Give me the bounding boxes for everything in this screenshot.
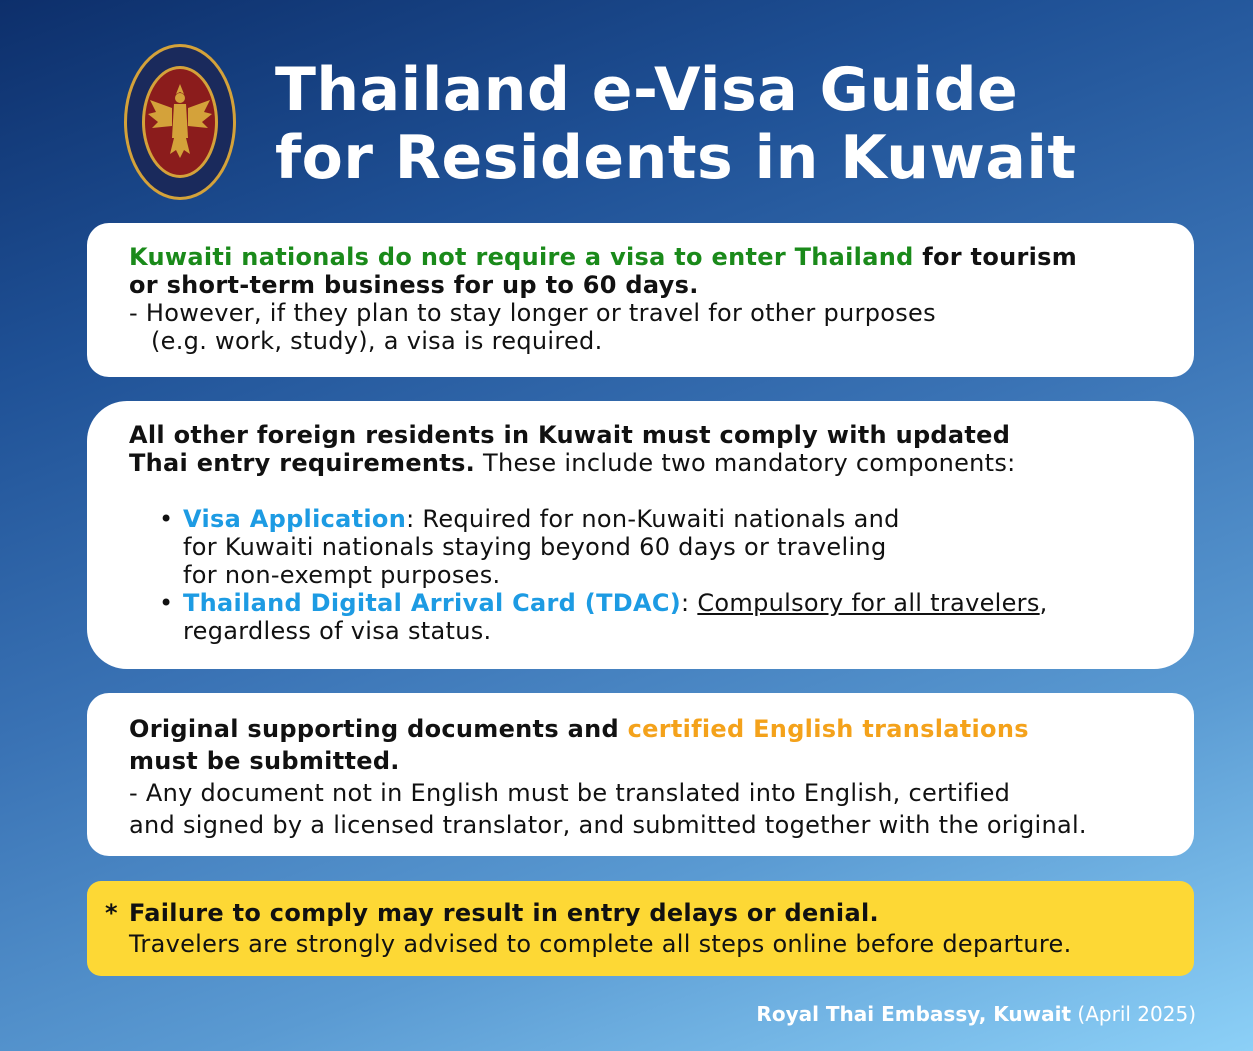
warning-card bbox=[87, 881, 1194, 976]
visa-application-line2: for Kuwaiti nationals staying beyond 60 days or traveling bbox=[183, 533, 887, 561]
list-item-visa-application bbox=[129, 505, 1174, 589]
requirements-line2: Thai entry requirements. bbox=[129, 449, 476, 477]
documents-note-line1: - Any document not in English must be translated into English, certified bbox=[129, 779, 1011, 807]
requirements-line1: All other foreign residents in Kuwait must comply with updated bbox=[129, 421, 1011, 449]
documents-line2: must be submitted. bbox=[129, 747, 400, 775]
list-item-tdac bbox=[129, 589, 1174, 645]
documents-bold-start: Original supporting documents and bbox=[129, 715, 628, 743]
warning-note-line: Travelers are strongly advised to complete all steps online before departure. bbox=[129, 930, 1072, 958]
translations-highlight: certified English translations bbox=[627, 715, 1029, 743]
bullet-icon: • bbox=[159, 505, 174, 533]
tdac-label: Thailand Digital Arrival Card (TDAC) bbox=[183, 589, 682, 617]
royal-thai-embassy-seal bbox=[122, 42, 238, 202]
visa-application-line1: : Required for non-Kuwaiti nationals and bbox=[406, 505, 900, 533]
visa-exempt-highlight: Kuwaiti nationals do not require a visa to enter Thailand bbox=[129, 243, 914, 271]
asterisk: * bbox=[105, 899, 118, 927]
documents-note-line2: and signed by a licensed translator, and submitted together with the original. bbox=[129, 811, 1087, 839]
foreign-residents-card bbox=[87, 401, 1194, 669]
tdac-line2: regardless of visa status. bbox=[183, 617, 492, 645]
requirements-tail: These include two mandatory components: bbox=[475, 449, 1016, 477]
page-title bbox=[275, 56, 1077, 192]
tdac-sep: : bbox=[681, 589, 698, 617]
warning-bold-line: Failure to comply may result in entry delays or denial. bbox=[129, 899, 879, 927]
documents-card bbox=[87, 693, 1194, 856]
tdac-compulsory: Compulsory for all travelers bbox=[697, 589, 1040, 617]
kuwaiti-nationals-card bbox=[87, 223, 1194, 377]
bullet-icon: • bbox=[159, 589, 174, 617]
visa-note-line1: - However, if they plan to stay longer or travel for other purposes bbox=[129, 299, 936, 327]
footer-org: Royal Thai Embassy, Kuwait bbox=[756, 1002, 1072, 1026]
footer-date: (April 2025) bbox=[1071, 1002, 1196, 1026]
header bbox=[120, 40, 1130, 200]
visa-note-line2: (e.g. work, study), a visa is required. bbox=[151, 327, 603, 355]
mandatory-components-list bbox=[129, 505, 1174, 645]
visa-exempt-tail: for tourism bbox=[913, 243, 1078, 271]
footer-credit bbox=[756, 1000, 1196, 1028]
title-line-2: for Residents in Kuwait bbox=[275, 123, 1077, 193]
title-line-1: Thailand e-Visa Guide bbox=[275, 55, 1019, 125]
visa-exempt-line2: or short-term business for up to 60 days. bbox=[129, 271, 699, 299]
tdac-tail: , bbox=[1039, 589, 1048, 617]
visa-application-label: Visa Application bbox=[183, 505, 407, 533]
visa-application-line3: for non-exempt purposes. bbox=[183, 561, 501, 589]
